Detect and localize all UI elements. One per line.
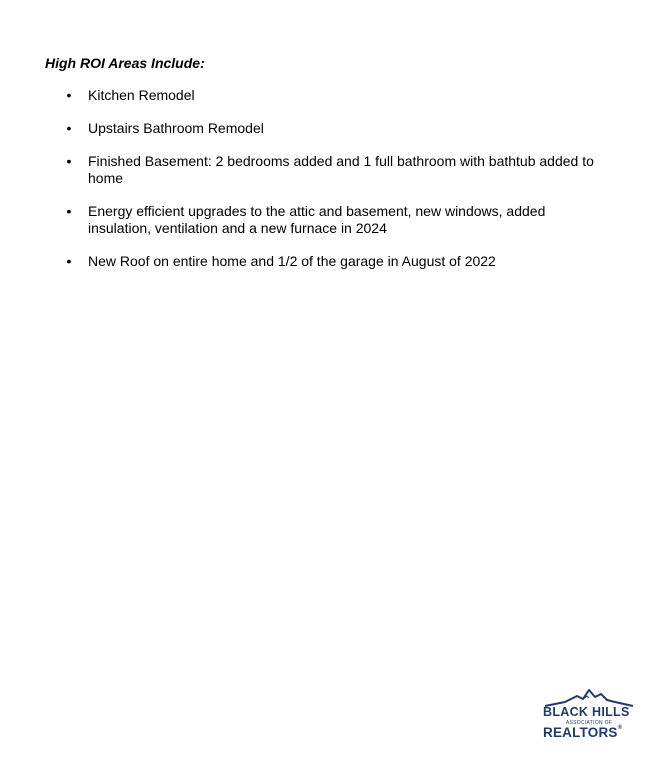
black-hills-realtors-logo xyxy=(543,688,639,740)
list-item xyxy=(0,253,671,270)
logo-realtors-word: REALTORS xyxy=(543,725,618,740)
list-item xyxy=(0,203,671,237)
list-item xyxy=(0,87,671,104)
list-item-text: New Roof on entire home and 1/2 of the garage in August of 2022 xyxy=(88,253,496,269)
list-item-text: Energy efficient upgrades to the attic and basement, new windows, added insulation, ventilation and a new furnace in 2024 xyxy=(88,203,546,236)
bullet-icon: • xyxy=(66,203,72,219)
registered-mark: ® xyxy=(617,725,623,731)
logo-text-black-hills: BLACK HILLS xyxy=(543,705,630,719)
list-item xyxy=(0,153,671,187)
list-item xyxy=(0,120,671,137)
bullet-icon: • xyxy=(66,253,72,269)
section-heading: High ROI Areas Include: xyxy=(45,55,205,71)
list-item-text: Finished Basement: 2 bedrooms added and 1 full bathroom with bathtub added to home xyxy=(88,153,594,186)
bullet-icon: • xyxy=(66,87,72,103)
logo-text-association: ASSOCIATION OF xyxy=(565,720,613,726)
bullet-icon: • xyxy=(66,153,72,169)
roi-list xyxy=(0,87,671,286)
list-item-text: Upstairs Bathroom Remodel xyxy=(88,120,264,136)
logo-text-realtors xyxy=(543,725,639,740)
list-item-text: Kitchen Remodel xyxy=(88,87,195,103)
bullet-icon: • xyxy=(66,120,72,136)
